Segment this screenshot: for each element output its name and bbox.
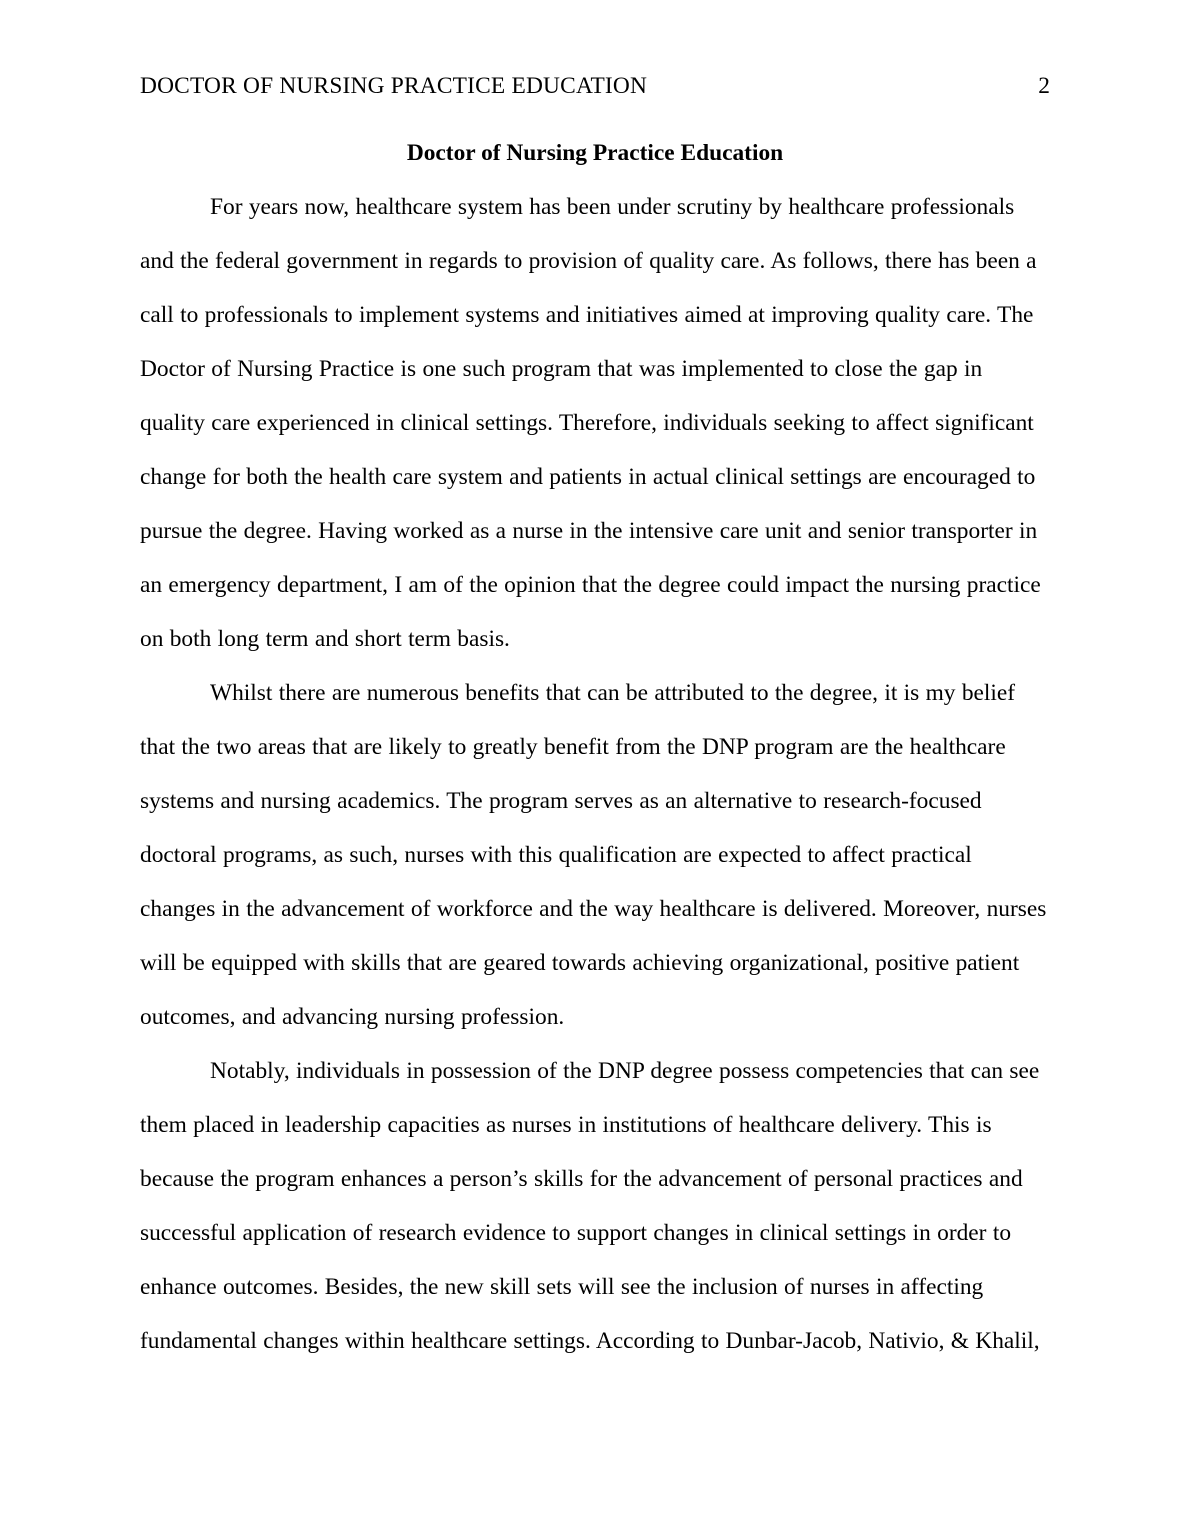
page-number: 2 <box>1038 73 1050 99</box>
document-title: Doctor of Nursing Practice Education <box>406 140 784 166</box>
paragraph-3: Notably, individuals in possession of the DNP degree possess competencies that can see them placed in leadership capacities as nurses in institutions of healthcare delivery. This is because the program enhances a person’s skills for the advancement of personal practices and successful application of research evidence to support changes in clinical settings in order to enhance outcomes. Besides, the new skill sets will see the inclusion of nurses in affecting fundamental changes within healthcare settings. According to Dunbar-Jacob, Nativio, & Khalil, <box>140 1058 1040 1354</box>
paragraph-1: For years now, healthcare system has been under scrutiny by healthcare professionals and the federal government in regards to provision of quality care. As follows, there has been a call to professionals to implement systems and initiatives aimed at improving quality care. The Doctor of Nursing Practice is one such program that was implemented to close the gap in quality care experienced in clinical settings. Therefore, individuals seeking to affect significant change for both the health care system and patients in actual clinical settings are encouraged to pursue the degree. Having worked as a nurse in the intensive care unit and senior transporter in an emergency department, I am of the opinion that the degree could impact the nursing practice on both long term and short term basis. <box>140 194 1041 652</box>
page-header <box>0 0 1190 100</box>
paragraph-2: Whilst there are numerous benefits that can be attributed to the degree, it is my belief that the two areas that are likely to greatly benefit from the DNP program are the healthcare systems and nursing academics. The program serves as an alternative to research-focused doctoral programs, as such, nurses with this qualification are expected to affect practical changes in the advancement of workforce and the way healthcare is delivered. Moreover, nurses will be equipped with skills that are geared towards achieving organizational, positive patient outcomes, and advancing nursing profession. <box>140 680 1047 1030</box>
document-body <box>0 180 1190 1368</box>
running-head: DOCTOR OF NURSING PRACTICE EDUCATION <box>140 73 648 99</box>
